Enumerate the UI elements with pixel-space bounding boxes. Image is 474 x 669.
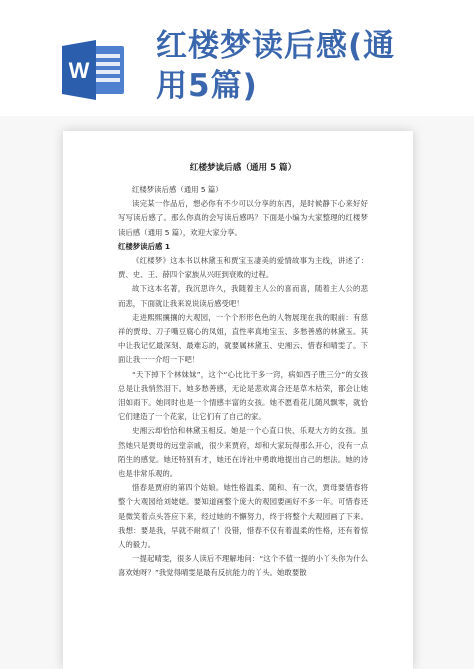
- paragraph: “天下掉下个林妹妹”，这个“心比比干多一窍，病如西子胜三分”的女孩总是让我悄然泪下。她多愁善感，无论是悲欢离合还是草木枯荣，都会让她泪如雨下。她同时也是一个情感丰富的女孩。她不愿看花儿随风飘零，就恰它们建造了一个花家，让它们有了自己的家。: [118, 369, 368, 422]
- word-icon-letter: W: [68, 58, 90, 83]
- document-page: [63, 131, 413, 669]
- title-line-1: 红楼梦读后感(通: [156, 28, 396, 64]
- section-heading-1: 红楼梦读后感 1: [118, 241, 171, 251]
- paragraph: 《红楼梦》这本书以林黛玉和贾宝玉凄美的爱情故事为主线，讲述了：贾、史、王、薛四个家族从兴旺到衰败的过程。: [118, 256, 368, 280]
- page-title: 红楼梦读后感（通用 5 篇）: [189, 163, 297, 173]
- title-line-2: 用5篇): [156, 68, 258, 104]
- paragraph: 惜春是贾府的第四个姑娘。她性格温柔、随和、有一次，贾母要惜春将整个大观园给刘姥姥。要知道画整个庞大的观园要画好不多一年。可惜春还是微笑着点头答应下来，经过她的不懈努力，终于将整个大观园画了下来。我想：要是我，早就不耐烦了！没错，惜春不仅有着温柔的性格，还有着惊人的毅力。: [118, 483, 368, 550]
- paragraph: 一提起晴雯，很多人读后不理解地问：“这个不值一提的小丫头你为什么喜欢她呀？”我觉得晴雯是最有反抗能力的丫头。她敢要散: [118, 554, 368, 578]
- paragraph: 走进熙熙攘攘的大观园，一个个形形色色的人物展现在我的眼前：有慈祥的贾母、刀子嘴豆腐心的凤姐，直性率真地宝玉、多愁善感的林黛玉。其中让我记忆最深刻、最难忘的，就要属林黛玉、史湘云、惜春和晴雯了。下面让我一一介绍一下吧！: [118, 312, 368, 365]
- document-title-banner: [156, 26, 466, 106]
- doc-subtitle: 红楼梦读后感（通用 5 篇）: [132, 185, 223, 194]
- paragraph: 史湘云却恰恰和林黛玉相反。她是一个心直口快、乐观大方的女孩。虽然她只是贾母的远堂亲戚，很少来贾府，却和大家玩得那么开心，没有一点陌生的感觉。她还特别有才，她还在诗社中勇敢地提出自己的想法。她的诗也是非常乐观的。: [118, 426, 368, 479]
- document-body: [118, 162, 368, 581]
- header-banner: [0, 0, 474, 116]
- intro-paragraph: 读完某一作品后，想必你有不少可以分享的东西，是时候静下心来好好写写读后感了。那么你真的会写读后感吗？下面是小编为大家整理的红楼梦读后感（通用 5 篇），欢迎大家分享。: [118, 199, 368, 237]
- paragraph: 故下这本名著，我沉思许久，我随着主人公的喜而喜，随着主人公的悲而悲，下面就让我来说说读后感受吧！: [118, 284, 368, 308]
- word-icon: [62, 40, 126, 100]
